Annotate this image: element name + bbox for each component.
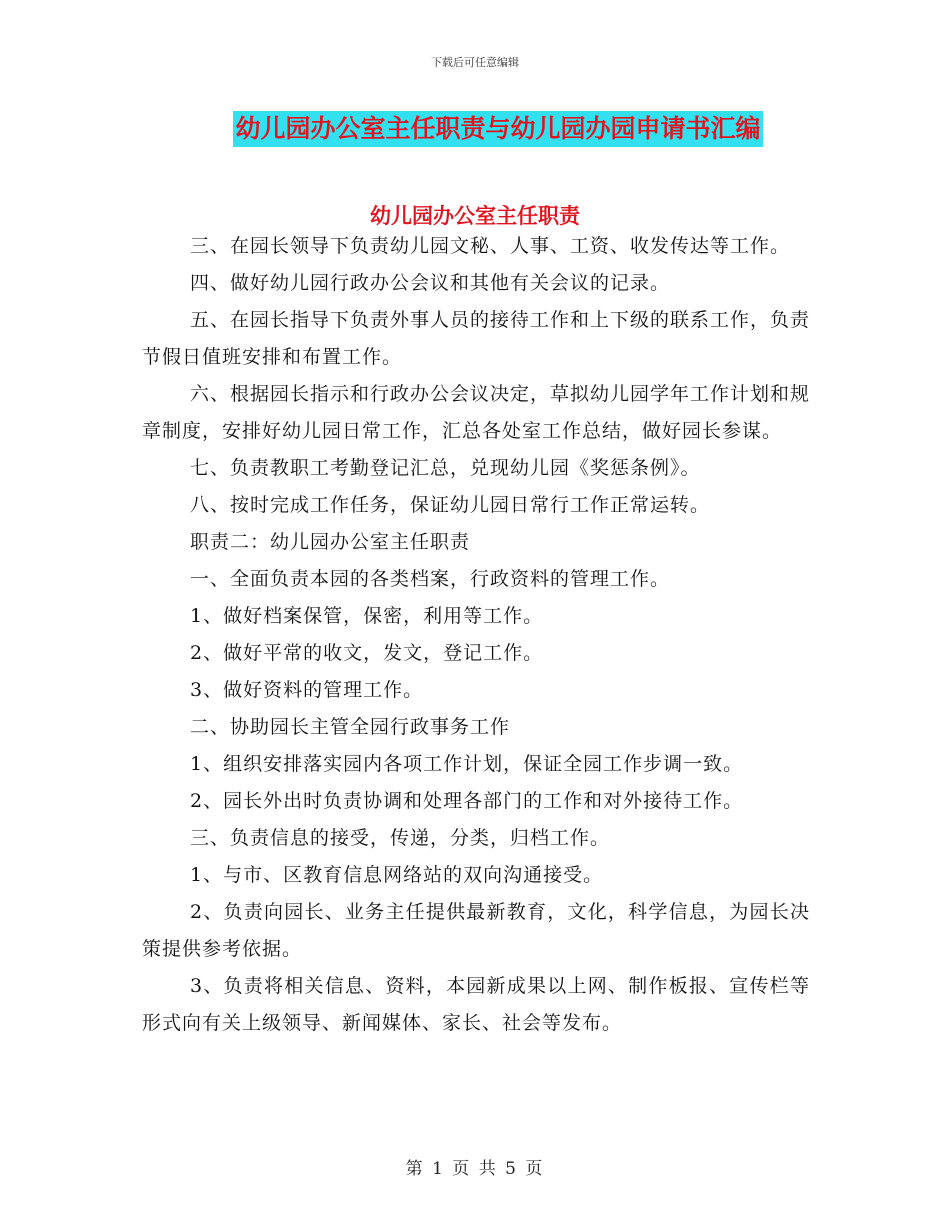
subheading: 职责二：幼儿园办公室主任职责	[190, 531, 471, 553]
paragraph: 2、负责向园长、业务主任提供最新教育，文化，科学信息，为园长决策提供参考依据。	[142, 901, 810, 960]
paragraph: 2、园长外出时负责协调和处理各部门的工作和对外接待工作。	[190, 790, 744, 812]
paragraph: 一、全面负责本园的各类档案，行政资料的管理工作。	[190, 568, 671, 590]
paragraph: 三、在园长领导下负责幼儿园文秘、人事、工资、收发传达等工作。	[190, 235, 791, 257]
main-title-container	[0, 111, 950, 147]
page-number: 第 1 页 共 5 页	[405, 1159, 545, 1179]
paragraph: 2、做好平常的收文，发文，登记工作。	[190, 642, 544, 664]
main-title: 幼儿园办公室主任职责与幼儿园办园申请书汇编	[233, 111, 762, 147]
paragraph: 1、与市、区教育信息网络站的双向沟通接受。	[190, 864, 604, 886]
paragraph: 六、根据园长指示和行政办公会议决定，草拟幼儿园学年工作计划和规章制度，安排好幼儿园日常工作，汇总各处室工作总结，做好园长参谋。	[142, 383, 811, 442]
paragraph: 五、在园长指导下负责外事人员的接待工作和上下级的联系工作，负责节假日值班安排和布置工作。	[142, 309, 811, 368]
paragraph: 八、按时完成工作任务，保证幼儿园日常行工作正常运转。	[190, 494, 711, 516]
paragraph: 三、负责信息的接受，传递，分类，归档工作。	[190, 827, 611, 849]
download-note: 下载后可任意编辑	[431, 56, 519, 69]
section-title: 幼儿园办公室主任职责	[370, 204, 580, 228]
paragraph: 3、负责将相关信息、资料，本园新成果以上网、制作板报、宣传栏等形式向有关上级领导、新闻媒体、家长、社会等发布。	[142, 975, 810, 1034]
paragraph: 四、做好幼儿园行政办公会议和其他有关会议的记录。	[190, 272, 671, 294]
paragraph: 3、做好资料的管理工作。	[190, 679, 424, 701]
paragraph: 1、组织安排落实园内各项工作计划，保证全园工作步调一致。	[190, 753, 744, 775]
paragraph: 七、负责教职工考勤登记汇总，兑现幼儿园《奖惩条例》。	[190, 457, 701, 479]
paragraph: 二、协助园长主管全园行政事务工作	[190, 716, 511, 738]
document-body	[142, 228, 810, 1042]
paragraph: 1、做好档案保管，保密，利用等工作。	[190, 605, 544, 627]
